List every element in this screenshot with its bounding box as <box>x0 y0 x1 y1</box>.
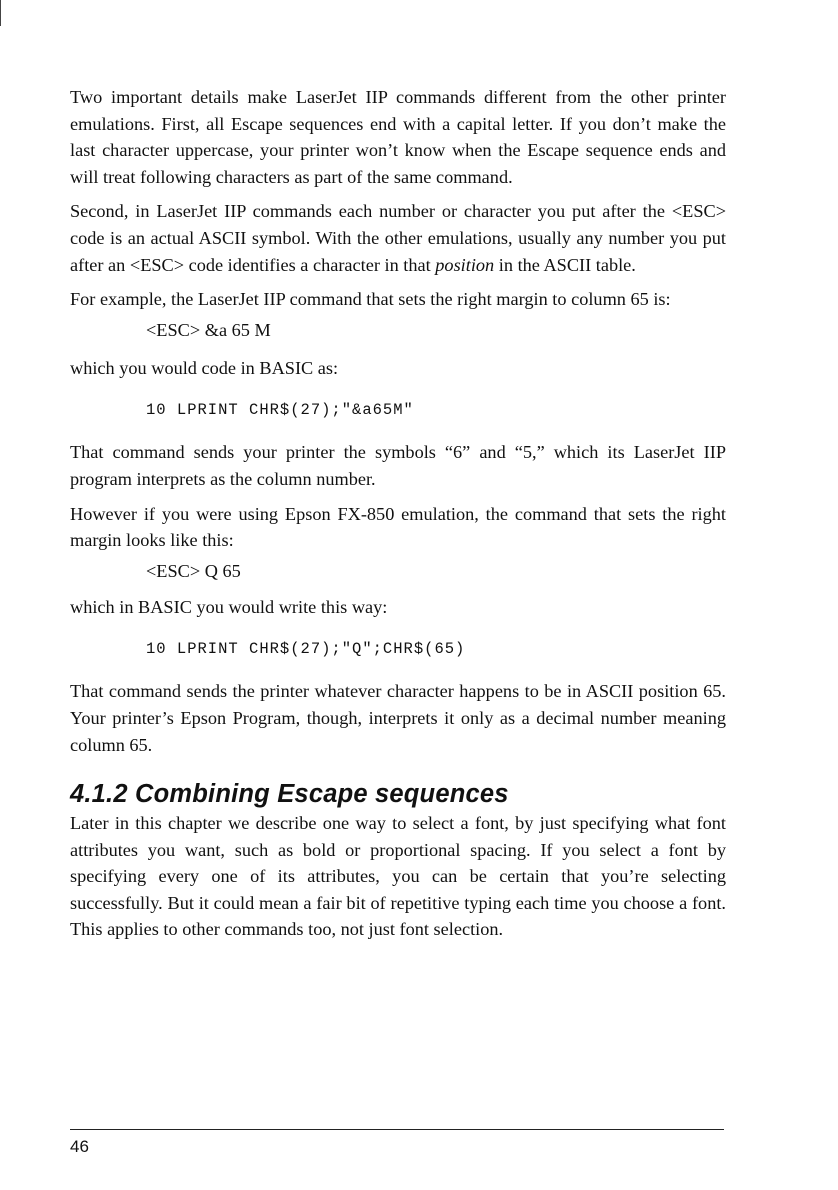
paragraph-ascii-symbol <box>70 198 726 278</box>
paragraph-ascii-symbol-end-suffix: in the ASCII table. <box>494 254 636 275</box>
basic-code-line-2: 10 LPRINT CHR$(27);"Q";CHR$(65) <box>146 640 466 659</box>
paragraph-uppercase-rule: Two important details make LaserJet IIP commands different from the other printer emulations. First, all Escape sequences end with a capital letter. If you don’t make the last character uppercase, your printer won’t know when the Escape sequence ends and will treat following characters as part of the same command. <box>70 87 726 187</box>
basic-code-line-1: 10 LPRINT CHR$(27);"&a65M" <box>146 401 414 420</box>
paragraph-basic-write: which in BASIC you would write this way: <box>70 596 388 617</box>
section-heading: 4.1.2 Combining Escape sequences <box>70 780 509 809</box>
paragraph-basic-intro: which you would code in BASIC as: <box>70 357 339 378</box>
paragraph-ascii-position: That command sends the printer whatever character happens to be in ASCII position 65. Your printer’s Epson Program, though, interprets it only as a decimal number meaning column 65. <box>70 681 726 755</box>
page-content <box>70 84 726 951</box>
crop-mark <box>0 0 1 26</box>
paragraph-ascii-symbol-end-prefix: that <box>403 254 436 275</box>
paragraph-combining-intro: Later in this chapter we describe one way to select a font, by just specifying what font attributes you want, such as bold or proportional spacing. If you select a font by specifying every one of its attributes, you can be certain that you’re selecting successfully. But it could mean a fair bit of repetitive typing each time you choose a font. This applies to other commands too, not just font selection. <box>70 813 726 940</box>
emphasis-position: position <box>435 254 495 275</box>
footer-rule <box>70 1129 724 1130</box>
paragraph-epson-intro: However if you were using Epson FX-850 emulation, the command that sets the right margin looks like this: <box>70 503 726 551</box>
paragraph-ascii-symbol-text: Second, in LaserJet IIP commands each number or character you put after the <ESC> code is an actual ASCII symbol. With the other emulations, usually any number you put after an <ESC> code identifies a character in <box>70 201 726 275</box>
page-number: 46 <box>70 1137 89 1156</box>
code-esc-q-65: <ESC> Q 65 <box>146 560 241 581</box>
paragraph-command-sends-symbols: That command sends your printer the symbols “6” and “5,” which its LaserJet IIP program interprets as the column number. <box>70 442 726 489</box>
paragraph-example-intro: For example, the LaserJet IIP command that sets the right margin to column 65 is: <box>70 289 671 310</box>
code-esc-right-margin: <ESC> &a 65 M <box>146 319 271 340</box>
